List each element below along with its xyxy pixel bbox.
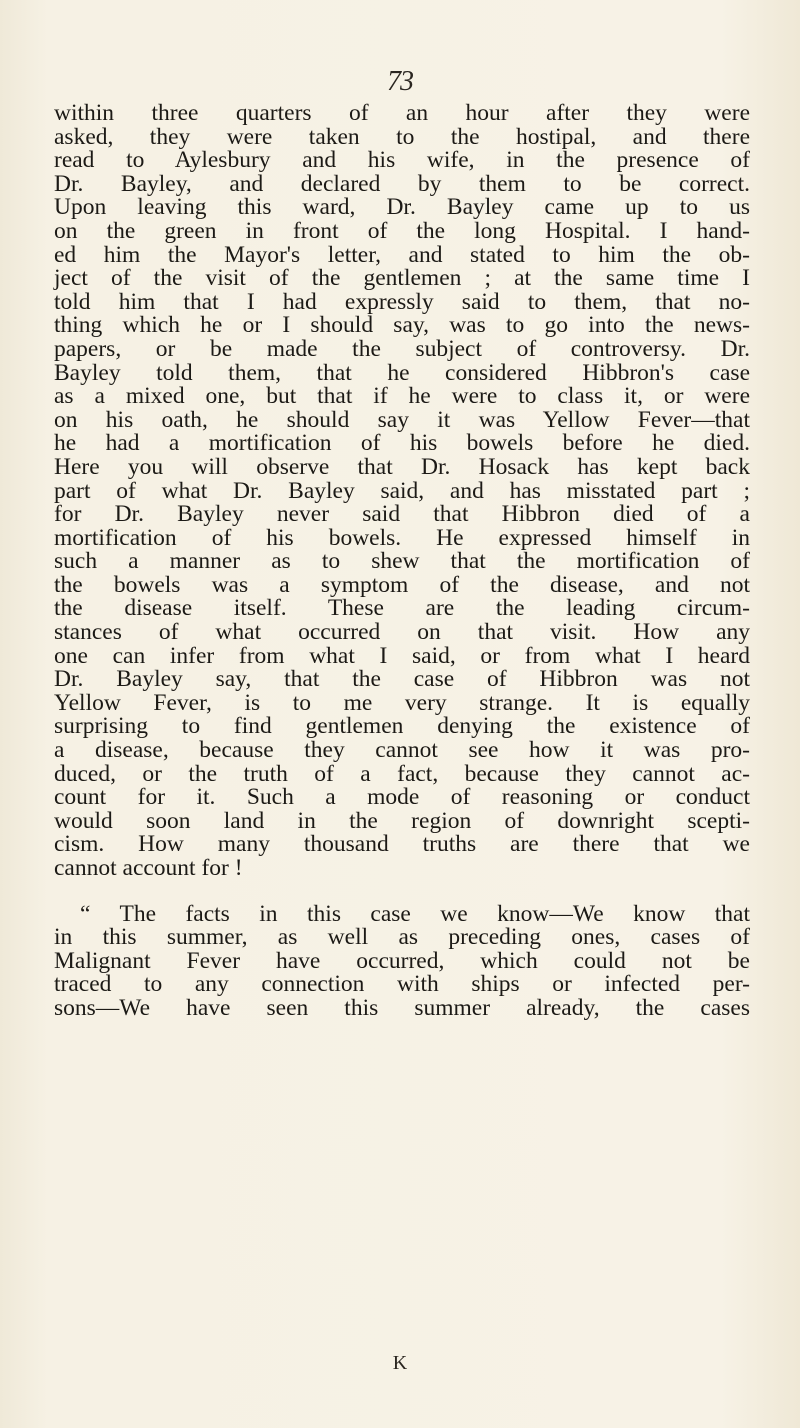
paragraph-1 <box>54 102 750 881</box>
text-line: told him that I had expressly said to them, that no- <box>54 288 750 315</box>
text-line: within three quarters of an hour after they were <box>54 100 750 126</box>
text-line: the disease itself. These are the leading circum- <box>54 595 750 622</box>
text-line: in this summer, as well as preceding ones, cases of <box>54 924 750 951</box>
text-line: asked, they were taken to the hostipal, and there <box>54 123 750 150</box>
text-line: Bayley told them, that he considered Hibbron's case <box>54 359 750 386</box>
text-line: stances of what occurred on that visit. How any <box>54 619 750 646</box>
body-text <box>54 102 750 1021</box>
text-line: the bowels was a symptom of the disease, and not <box>54 571 750 598</box>
text-line: Upon leaving this ward, Dr. Bayley came up to us <box>54 194 750 221</box>
text-line: for Dr. Bayley never said that Hibbron died of a <box>54 501 750 528</box>
text-line: mortification of his bowels. He expressed himself in <box>54 524 750 551</box>
text-line: papers, or be made the subject of controversy. Dr. <box>54 335 750 362</box>
text-line: one can infer from what I said, or from what I heard <box>54 642 750 669</box>
text-line: Dr. Bayley, and declared by them to be correct. <box>54 170 750 197</box>
text-line: would soon land in the region of downright scepti- <box>54 807 750 834</box>
paragraph-2 <box>54 900 750 1021</box>
text-line: surprising to find gentlemen denying the existence of <box>54 713 750 740</box>
text-line: “ The facts in this case we know—We know that <box>80 900 750 927</box>
text-line: as a mixed one, but that if he were to class it, or were <box>54 383 750 410</box>
text-line: Here you will observe that Dr. Hosack has kept back <box>54 453 750 480</box>
text-line: part of what Dr. Bayley said, and has misstated part ; <box>54 477 750 504</box>
signature-mark: K <box>392 1352 408 1374</box>
text-line: ject of the visit of the gentlemen ; at the same time I <box>54 265 750 292</box>
text-line: Yellow Fever, is to me very strange. It is equally <box>54 689 750 716</box>
text-line: Malignant Fever have occurred, which could not be <box>54 947 750 974</box>
text-line: on his oath, he should say it was Yellow Fever—that <box>54 406 750 433</box>
text-line: cannot account for ! <box>54 855 243 881</box>
text-line: ed him the Mayor's letter, and stated to him the ob- <box>54 241 750 268</box>
text-line: such a manner as to shew that the mortification of <box>54 548 750 575</box>
text-line: sons—We have seen this summer already, the cases <box>54 994 750 1021</box>
text-line: cism. How many thousand truths are there that we <box>54 831 750 858</box>
text-line: he had a mortification of his bowels before he died. <box>54 430 750 457</box>
text-line: Dr. Bayley say, that the case of Hibbron was not <box>54 666 750 693</box>
text-line: on the green in front of the long Hospital. I hand- <box>54 217 750 244</box>
text-line: thing which he or I should say, was to go into the news- <box>54 312 750 339</box>
text-line: count for it. Such a mode of reasoning or conduct <box>54 784 750 811</box>
page-number: 73 <box>387 66 413 97</box>
text-line: a disease, because they cannot see how it was pro- <box>54 737 750 764</box>
text-line: duced, or the truth of a fact, because they cannot ac- <box>54 760 750 787</box>
text-line: read to Aylesbury and his wife, in the presence of <box>54 147 750 174</box>
text-line: traced to any connection with ships or infected per- <box>54 971 750 998</box>
paragraph-gap <box>54 881 750 903</box>
